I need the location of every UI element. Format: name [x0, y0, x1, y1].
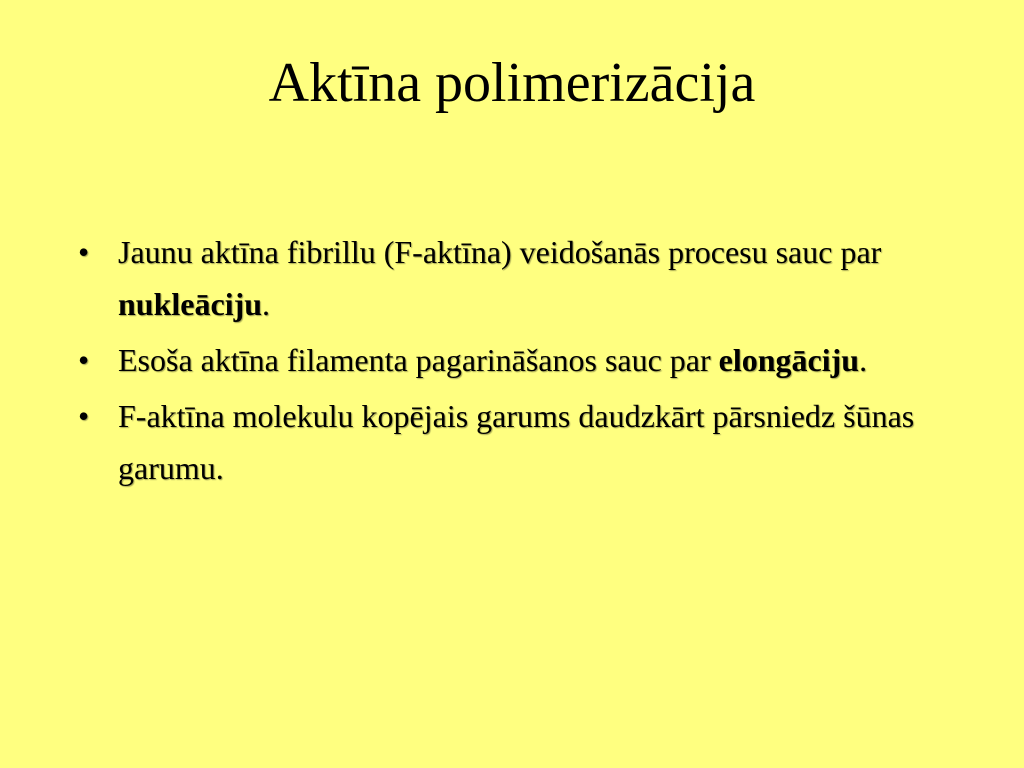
bullet-punctuation: .	[262, 286, 271, 322]
bullet-marker: •	[78, 234, 90, 270]
bullet-bold-term: elongāciju	[718, 342, 860, 378]
bullet-item	[78, 334, 958, 386]
bullet-item	[78, 226, 958, 330]
bullet-text: Esoša aktīna filamenta pagarināšanos sauc par	[118, 342, 719, 378]
bullet-bold-term: nukleāciju	[118, 286, 263, 322]
bullet-text: Jaunu aktīna fibrillu (F-aktīna) veidošanās procesu sauc par	[118, 234, 882, 270]
bullet-list	[78, 226, 958, 498]
bullet-marker: •	[78, 342, 90, 378]
bullet-punctuation: .	[859, 342, 868, 378]
slide-title: Aktīna polimerizācija	[268, 52, 756, 114]
bullet-item	[78, 390, 958, 494]
bullet-marker: •	[78, 398, 90, 434]
bullet-text: F-aktīna molekulu kopējais garums daudzkārt pārsniedz šūnas garumu.	[118, 398, 915, 486]
